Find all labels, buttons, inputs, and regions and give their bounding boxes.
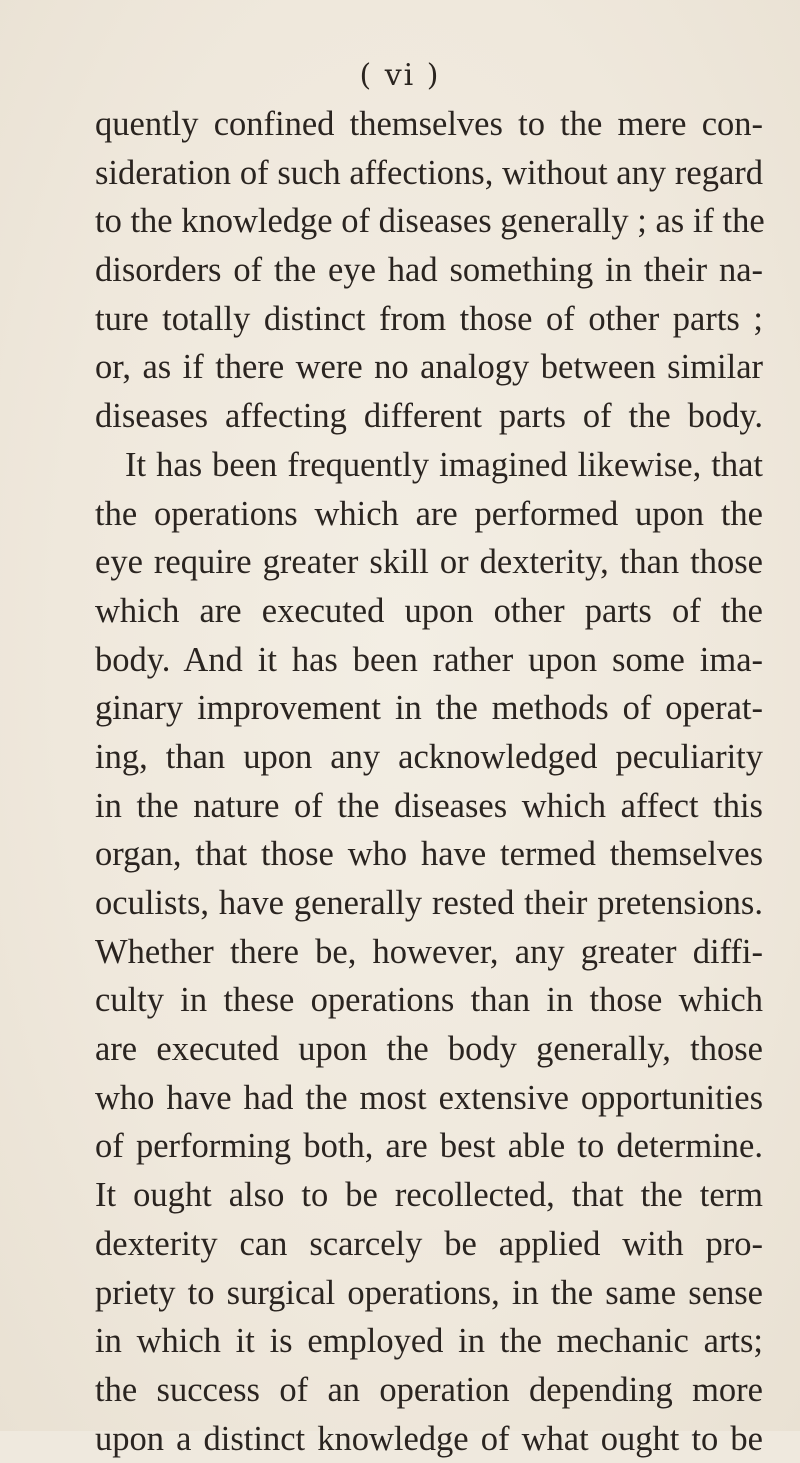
text-line: quently confined themselves to the mere con- [95,105,763,143]
text-line: dexterity can scarcely be applied with pro- [95,1224,763,1263]
body-text [95,100,763,1463]
text-line: the success of an operation depending more [95,1370,763,1409]
text-line: in the nature of the diseases which affect this [95,786,763,825]
text-line: ture totally distinct from those of other parts ; [95,299,763,338]
text-line: culty in these operations than in those which [95,981,763,1020]
paragraph-start-line: It has been frequently imagined likewise, that [125,445,763,484]
text-line: are executed upon the body generally, those [95,1030,763,1069]
text-line: eye require greater skill or dexterity, than those [95,543,763,582]
text-line: to the knowledge of diseases generally ; as if the [95,202,765,241]
text-line: of performing both, are best able to determine. [95,1127,763,1166]
text-line: ing, than upon any acknowledged peculiarity [95,737,763,776]
text-line: disorders of the eye had something in their na- [95,251,763,290]
text-line: or, as if there were no analogy between similar [95,348,763,387]
text-line: organ, that those who have termed themselves [95,835,763,874]
text-line: oculists, have generally rested their pretensions. [95,884,763,922]
text-line: in which it is employed in the mechanic arts; [95,1322,763,1361]
text-line: the operations which are performed upon the [95,494,763,533]
text-line: which are executed upon other parts of the [95,591,763,630]
text-line: Whether there be, however, any greater diffi- [95,932,763,971]
text-line: body. And it has been rather upon some ima- [95,640,763,679]
text-line: diseases affecting different parts of the body. [95,397,763,436]
text-line: priety to surgical operations, in the same sense [95,1273,763,1312]
text-line: who have had the most extensive opportunities [95,1078,763,1117]
text-line: It ought also to be recollected, that the term [95,1176,763,1215]
page-number: ( vi ) [359,58,441,93]
text-line: upon a distinct knowledge of what ought to be [95,1419,763,1458]
text-line: sideration of such affections, without any regard [95,153,763,192]
text-line: ginary improvement in the methods of operat- [95,689,763,728]
